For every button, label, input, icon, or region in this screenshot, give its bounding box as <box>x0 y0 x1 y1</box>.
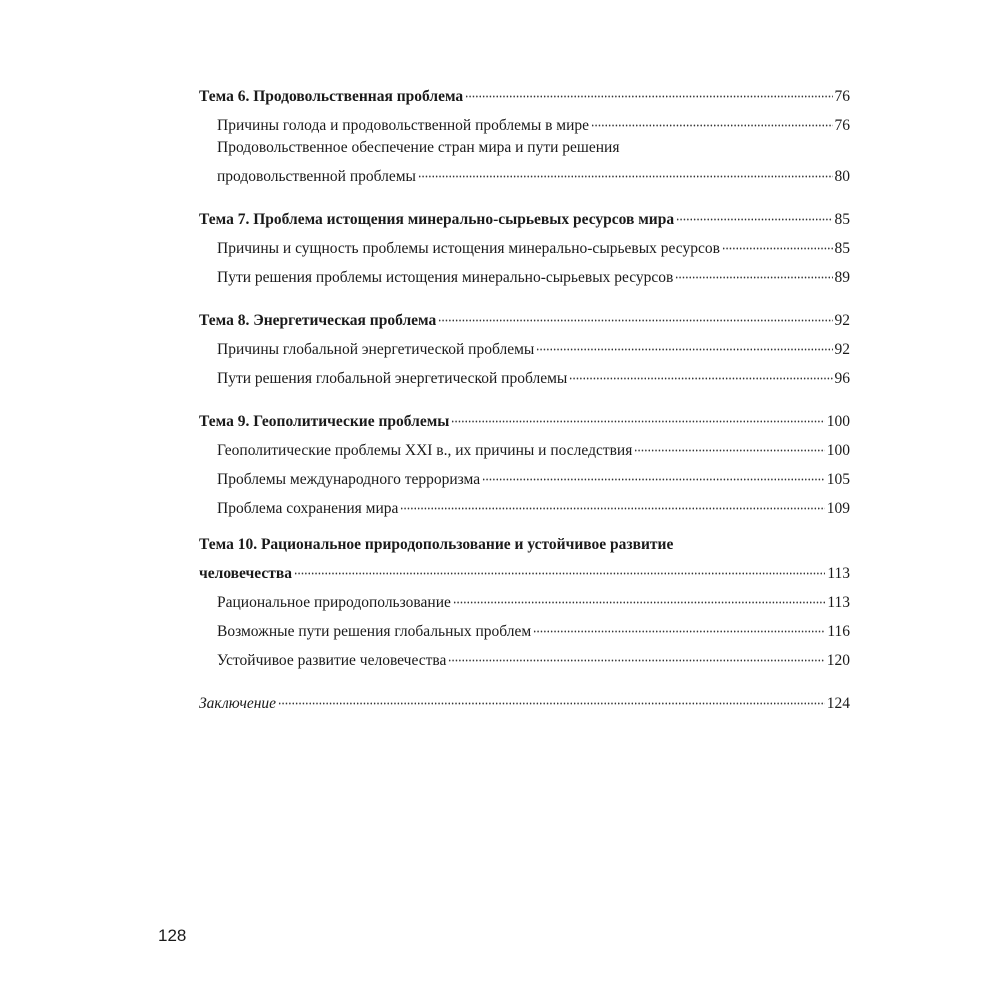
page-number: 128 <box>158 926 187 945</box>
dot-leader <box>278 686 825 708</box>
toc-entry-title: Тема 9. Геополитические проблемы <box>199 413 450 430</box>
toc-section-8 <box>199 303 850 390</box>
toc-entry-title-line1: Продовольственное обеспечение стран мира и пути решения <box>217 139 620 156</box>
toc-entry-title: Пути решения проблемы истощения минерально-сырьевых ресурсов <box>217 269 674 286</box>
toc-entry-page: 85 <box>834 211 850 228</box>
toc-entry-page: 80 <box>834 168 850 185</box>
toc-entry-page: 96 <box>834 370 850 387</box>
table-of-contents <box>199 79 850 729</box>
toc-entry-page: 116 <box>827 623 850 640</box>
dot-leader <box>536 332 832 354</box>
dot-leader <box>448 643 824 665</box>
dot-leader <box>634 433 824 455</box>
toc-entry-title: Проблема сохранения мира <box>217 500 399 517</box>
toc-entry-page: 105 <box>826 471 850 488</box>
toc-entry-page: 100 <box>826 413 850 430</box>
dot-leader <box>482 462 825 484</box>
toc-entry-title-line1: Тема 10. Рациональное природопользование и устойчивое развитие <box>199 536 674 553</box>
toc-entry-topic-7[interactable] <box>199 202 850 231</box>
toc-entry-conclusion[interactable] <box>199 686 850 715</box>
toc-entry-title: Устойчивое развитие человечества <box>217 652 447 669</box>
toc-entry-title: Пути решения глобальной энергетической проблемы <box>217 370 568 387</box>
dot-leader <box>438 303 832 325</box>
toc-entry-topic-9[interactable] <box>199 404 850 433</box>
toc-entry-9-2[interactable] <box>199 462 850 491</box>
toc-entry-title-line2: продовольственной проблемы <box>217 168 416 185</box>
toc-entry-page: 120 <box>826 652 850 669</box>
toc-entry-title: Геополитические проблемы XXI в., их причины и последствия <box>217 442 633 459</box>
dot-leader <box>400 491 824 513</box>
toc-entry-title: Тема 7. Проблема истощения минерально-сырьевых ресурсов мира <box>199 211 675 228</box>
dot-leader <box>418 159 833 181</box>
toc-entry-page: 76 <box>834 117 850 134</box>
toc-entry-page: 109 <box>826 500 850 517</box>
toc-entry-title: Причины и сущность проблемы истощения минерально-сырьевых ресурсов <box>217 240 720 257</box>
toc-entry-title: Тема 8. Энергетическая проблема <box>199 312 437 329</box>
toc-entry-page: 100 <box>826 442 850 459</box>
toc-entry-title: Причины голода и продовольственной проблемы в мире <box>217 117 590 134</box>
toc-entry-page: 124 <box>826 695 850 712</box>
dot-leader <box>533 614 825 636</box>
toc-entry-page: 89 <box>834 269 850 286</box>
toc-entry-topic-10[interactable] <box>199 534 850 585</box>
dot-leader <box>465 79 832 101</box>
toc-entry-page: 92 <box>834 312 850 329</box>
toc-entry-7-1[interactable] <box>199 231 850 260</box>
toc-section-7 <box>199 202 850 289</box>
toc-entry-10-3[interactable] <box>199 643 850 672</box>
toc-entry-page: 113 <box>827 594 850 611</box>
dot-leader <box>675 260 832 282</box>
toc-section-10 <box>199 534 850 672</box>
dot-leader <box>676 202 832 224</box>
dot-leader <box>294 556 825 578</box>
toc-entry-topic-6[interactable] <box>199 79 850 108</box>
toc-entry-7-2[interactable] <box>199 260 850 289</box>
toc-section-6 <box>199 79 850 188</box>
toc-entry-page: 85 <box>834 240 850 257</box>
dot-leader <box>722 231 833 253</box>
toc-entry-9-3[interactable] <box>199 491 850 520</box>
toc-entry-8-1[interactable] <box>199 332 850 361</box>
toc-entry-topic-8[interactable] <box>199 303 850 332</box>
toc-entry-page: 92 <box>834 341 850 358</box>
toc-entry-page: 76 <box>834 88 850 105</box>
dot-leader <box>453 585 825 607</box>
toc-entry-6-2[interactable] <box>199 137 850 188</box>
toc-entry-10-1[interactable] <box>199 585 850 614</box>
toc-section-9 <box>199 404 850 520</box>
toc-entry-page: 113 <box>827 565 850 582</box>
toc-entry-10-2[interactable] <box>199 614 850 643</box>
toc-entry-title: Тема 6. Продовольственная проблема <box>199 88 464 105</box>
toc-entry-8-2[interactable] <box>199 361 850 390</box>
toc-entry-title: Возможные пути решения глобальных проблем <box>217 623 532 640</box>
dot-leader <box>569 361 832 383</box>
toc-entry-title-line2: человечества <box>199 565 292 582</box>
dot-leader <box>451 404 824 426</box>
toc-entry-title: Причины глобальной энергетической проблемы <box>217 341 535 358</box>
toc-entry-title: Заключение <box>199 695 277 712</box>
toc-entry-title: Рациональное природопользование <box>217 594 451 611</box>
toc-entry-title: Проблемы международного терроризма <box>217 471 481 488</box>
toc-entry-9-1[interactable] <box>199 433 850 462</box>
toc-section-conclusion <box>199 686 850 715</box>
toc-entry-6-1[interactable] <box>199 108 850 137</box>
dot-leader <box>591 108 832 130</box>
